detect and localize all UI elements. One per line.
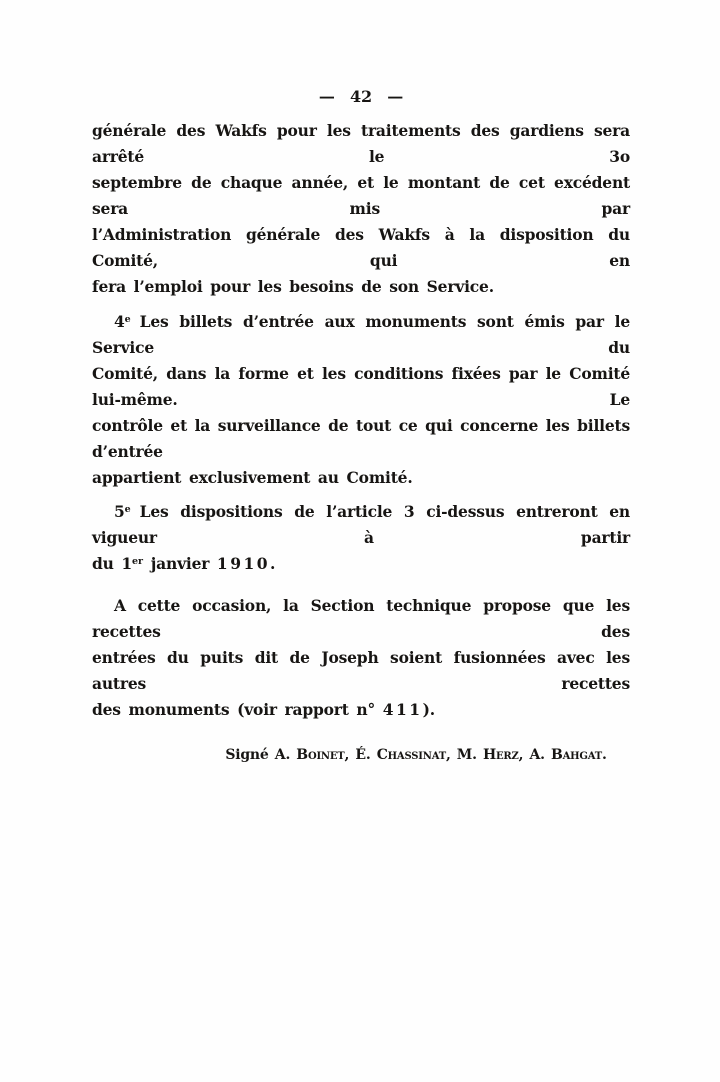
text-line: générale des Wakfs pour les traitements des gardiens sera arrêté le 3o bbox=[92, 121, 630, 166]
text-line bbox=[92, 697, 630, 723]
signature-line bbox=[92, 742, 630, 768]
text-line: entrées du puits dit de Joseph soient fusionnées avec les autres recettes bbox=[92, 648, 630, 693]
text-line: fera l’emploi pour les besoins de son Service. bbox=[92, 277, 494, 296]
line-text: janvier bbox=[143, 554, 217, 573]
text-line: Comité, dans la forme et les conditions fixées par le Comité lui-même. Le bbox=[92, 364, 630, 409]
text-line bbox=[92, 499, 630, 551]
signature-prefix: Signé bbox=[225, 747, 275, 763]
line-text: Les dispositions de l’article 3 ci-dessus entreront en vigueur à partir bbox=[92, 502, 630, 547]
paragraph-2-clause-4 bbox=[92, 309, 630, 491]
text-line: appartient exclusivement au Comité. bbox=[92, 468, 413, 487]
clause-number: 4 bbox=[114, 312, 125, 331]
ordinal-suffix: e bbox=[124, 314, 131, 325]
ordinal-suffix: er bbox=[132, 556, 144, 567]
paragraph-1 bbox=[92, 118, 630, 300]
text-line: A cette occasion, la Section technique propose que les recettes des bbox=[92, 596, 630, 641]
text-line: l’Administration générale des Wakfs à la disposition du Comité, qui en bbox=[92, 225, 630, 270]
text-line bbox=[92, 551, 630, 577]
line-text: des monuments (voir rapport n° bbox=[92, 700, 383, 719]
page-number-header: — 42 — bbox=[318, 87, 404, 106]
ordinal-suffix: e bbox=[124, 504, 131, 515]
text-line bbox=[92, 309, 630, 361]
line-text: du 1 bbox=[92, 554, 132, 573]
signatory-names: A. Boinet, É. Chassinat, M. Herz, A. Bahgat. bbox=[274, 747, 607, 763]
text-line: septembre de chaque année, et le montant de cet excédent sera mis par bbox=[92, 173, 630, 218]
text-line: contrôle et la surveillance de tout ce qui concerne les billets d’entrée bbox=[92, 416, 630, 461]
paragraph-3-clause-5 bbox=[92, 499, 630, 577]
year-figure: 1910 bbox=[216, 554, 271, 573]
line-text: ). bbox=[422, 700, 435, 719]
text-block bbox=[92, 84, 630, 768]
report-number-figure: 411 bbox=[382, 700, 423, 719]
line-text: . bbox=[270, 554, 276, 573]
clause-number: 5 bbox=[114, 502, 125, 521]
line-text: Les billets d’entrée aux monuments sont émis par le Service du bbox=[92, 312, 630, 357]
paragraph-4-proposal bbox=[92, 593, 630, 723]
